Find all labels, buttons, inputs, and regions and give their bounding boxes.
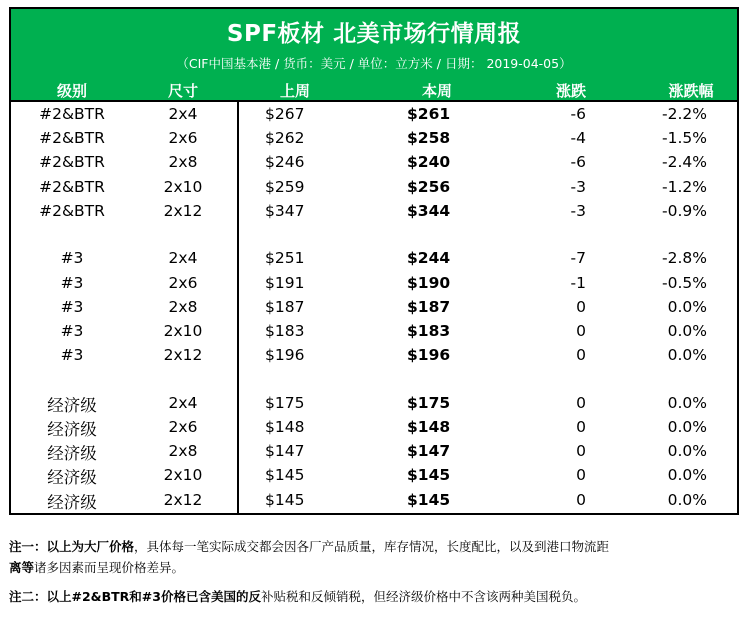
cell-change: -6 — [570, 105, 586, 123]
cell-change-pct: 0.0% — [667, 490, 707, 509]
cell-grade: #3 — [60, 346, 84, 365]
cell-size: 2x6 — [168, 129, 198, 148]
table-row — [11, 175, 737, 199]
cell-grade: 经济级 — [47, 420, 97, 440]
report-subtitle: （CIF中国基本港 / 货币：美元 / 单位：立方米 / 日期： 2019-04-05） — [176, 56, 572, 71]
cell-change-pct: 0.0% — [667, 466, 707, 485]
cell-this-week: $258 — [407, 129, 451, 148]
cell-last-week: $262 — [265, 129, 305, 148]
cell-size: 2x10 — [163, 177, 203, 196]
cell-this-week: $244 — [407, 249, 451, 268]
group-spacer — [11, 223, 737, 247]
column-header-change: 涨跌 — [555, 82, 586, 100]
table-row — [11, 295, 737, 319]
cell-last-week: $183 — [265, 322, 305, 340]
cell-grade: 经济级 — [47, 492, 97, 512]
cell-change-pct: -0.5% — [662, 273, 707, 292]
note-1 — [9, 536, 739, 578]
note-2-text: 补贴税和反倾销税，但经济级价格中不含该两种美国税负。 — [260, 589, 586, 604]
cell-last-week: $196 — [265, 346, 305, 365]
cell-grade: #2&BTR — [39, 177, 105, 196]
cell-this-week: $187 — [407, 297, 451, 316]
column-header-grade: 级别 — [56, 82, 87, 100]
table-row — [11, 199, 737, 223]
cell-change: -3 — [570, 177, 586, 196]
cell-size: 2x12 — [163, 346, 203, 365]
report-header — [11, 9, 737, 102]
table-row — [11, 415, 737, 439]
cell-last-week: $251 — [265, 249, 305, 268]
cell-size: 2x8 — [168, 153, 198, 172]
table-row — [11, 463, 737, 487]
cell-grade: 经济级 — [47, 444, 97, 464]
cell-size: 2x8 — [168, 442, 198, 461]
price-report-table — [9, 7, 739, 515]
cell-last-week: $267 — [265, 105, 305, 123]
cell-change-pct: -2.2% — [662, 105, 707, 123]
cell-grade: 经济级 — [47, 395, 97, 415]
cell-this-week: $261 — [407, 105, 451, 123]
column-headers — [11, 78, 737, 100]
cell-size: 2x4 — [168, 249, 198, 268]
cell-grade: 经济级 — [47, 468, 97, 488]
table-row — [11, 271, 737, 295]
cell-change: -4 — [570, 129, 586, 148]
note-1-text-2: 诸多因素而呈现价格差异。 — [34, 560, 185, 575]
cell-change-pct: -1.2% — [662, 177, 707, 196]
cell-change-pct: 0.0% — [667, 322, 707, 340]
cell-size: 2x8 — [168, 297, 198, 316]
cell-grade: #2&BTR — [39, 129, 105, 148]
cell-this-week: $256 — [407, 177, 451, 196]
cell-this-week: $145 — [407, 466, 451, 485]
cell-change-pct: 0.0% — [667, 442, 707, 461]
cell-grade: #3 — [60, 322, 84, 340]
cell-last-week: $148 — [265, 418, 305, 437]
cell-this-week: $175 — [407, 393, 451, 412]
cell-change: -7 — [570, 249, 586, 268]
cell-last-week: $347 — [265, 201, 305, 220]
cell-this-week: $344 — [407, 201, 451, 220]
report-title: SPF板材 北美市场行情周报 — [226, 21, 522, 47]
table-body — [11, 102, 737, 512]
cell-change: 0 — [576, 418, 586, 437]
column-header-last-week: 上周 — [279, 82, 310, 100]
cell-size: 2x4 — [168, 105, 198, 123]
cell-size: 2x12 — [163, 490, 203, 509]
column-header-change-pct: 涨跌幅 — [668, 82, 714, 100]
table-row — [11, 319, 737, 343]
cell-size: 2x10 — [163, 322, 203, 340]
cell-this-week: $196 — [407, 346, 451, 365]
cell-size: 2x6 — [168, 418, 198, 437]
note-1-label: 注一： — [9, 539, 47, 554]
note-1-text: ，具体每一笔实际成交都会因各厂产品质量，库存情况，长度配比，以及到港口物流距 — [134, 539, 610, 554]
cell-grade: #2&BTR — [39, 201, 105, 220]
cell-grade: #2&BTR — [39, 105, 105, 123]
note-2 — [9, 586, 739, 607]
cell-change: 0 — [576, 393, 586, 412]
cell-change-pct: 0.0% — [667, 393, 707, 412]
cell-size: 2x6 — [168, 273, 198, 292]
cell-this-week: $147 — [407, 442, 451, 461]
cell-last-week: $246 — [265, 153, 305, 172]
cell-this-week: $183 — [407, 322, 451, 340]
cell-size: 2x12 — [163, 201, 203, 220]
column-header-size: 尺寸 — [167, 82, 198, 100]
cell-change-pct: 0.0% — [667, 418, 707, 437]
cell-size: 2x4 — [168, 393, 198, 412]
table-row — [11, 343, 737, 367]
table-row — [11, 102, 737, 126]
cell-change: -1 — [570, 273, 586, 292]
cell-change-pct: 0.0% — [667, 346, 707, 365]
cell-change: 0 — [576, 322, 586, 340]
cell-last-week: $175 — [265, 393, 305, 412]
cell-change: 0 — [576, 346, 586, 365]
cell-change: -6 — [570, 153, 586, 172]
table-row — [11, 126, 737, 150]
cell-grade: #3 — [60, 273, 84, 292]
cell-change-pct: -0.9% — [662, 201, 707, 220]
cell-this-week: $190 — [407, 273, 451, 292]
column-header-this-week: 本周 — [421, 82, 452, 100]
cell-change-pct: -2.4% — [662, 153, 707, 172]
table-row — [11, 391, 737, 415]
table-row — [11, 488, 737, 512]
note-1-bold-2: 离等 — [9, 560, 35, 575]
note-2-bold: 以上#2&BTR和#3价格已含美国的反 — [46, 589, 261, 604]
cell-last-week: $187 — [265, 297, 305, 316]
note-1-bold: 以上为大厂价格 — [46, 539, 135, 554]
cell-grade: #2&BTR — [39, 153, 105, 172]
cell-last-week: $145 — [265, 490, 305, 509]
cell-change: 0 — [576, 297, 586, 316]
cell-last-week: $191 — [265, 273, 305, 292]
cell-last-week: $147 — [265, 442, 305, 461]
cell-this-week: $145 — [407, 490, 451, 509]
cell-grade: #3 — [60, 297, 84, 316]
table-row — [11, 439, 737, 463]
cell-grade: #3 — [60, 249, 84, 268]
group-spacer — [11, 367, 737, 391]
cell-this-week: $240 — [407, 153, 451, 172]
cell-change-pct: 0.0% — [667, 297, 707, 316]
cell-last-week: $259 — [265, 177, 305, 196]
cell-change: 0 — [576, 490, 586, 509]
cell-change: 0 — [576, 442, 586, 461]
cell-change: 0 — [576, 466, 586, 485]
note-2-label: 注二： — [9, 589, 47, 604]
notes-section — [9, 536, 739, 607]
cell-last-week: $145 — [265, 466, 305, 485]
cell-change: -3 — [570, 201, 586, 220]
table-row — [11, 150, 737, 174]
table-row — [11, 246, 737, 270]
cell-size: 2x10 — [163, 466, 203, 485]
cell-change-pct: -1.5% — [662, 129, 707, 148]
cell-this-week: $148 — [407, 418, 451, 437]
cell-change-pct: -2.8% — [662, 249, 707, 268]
